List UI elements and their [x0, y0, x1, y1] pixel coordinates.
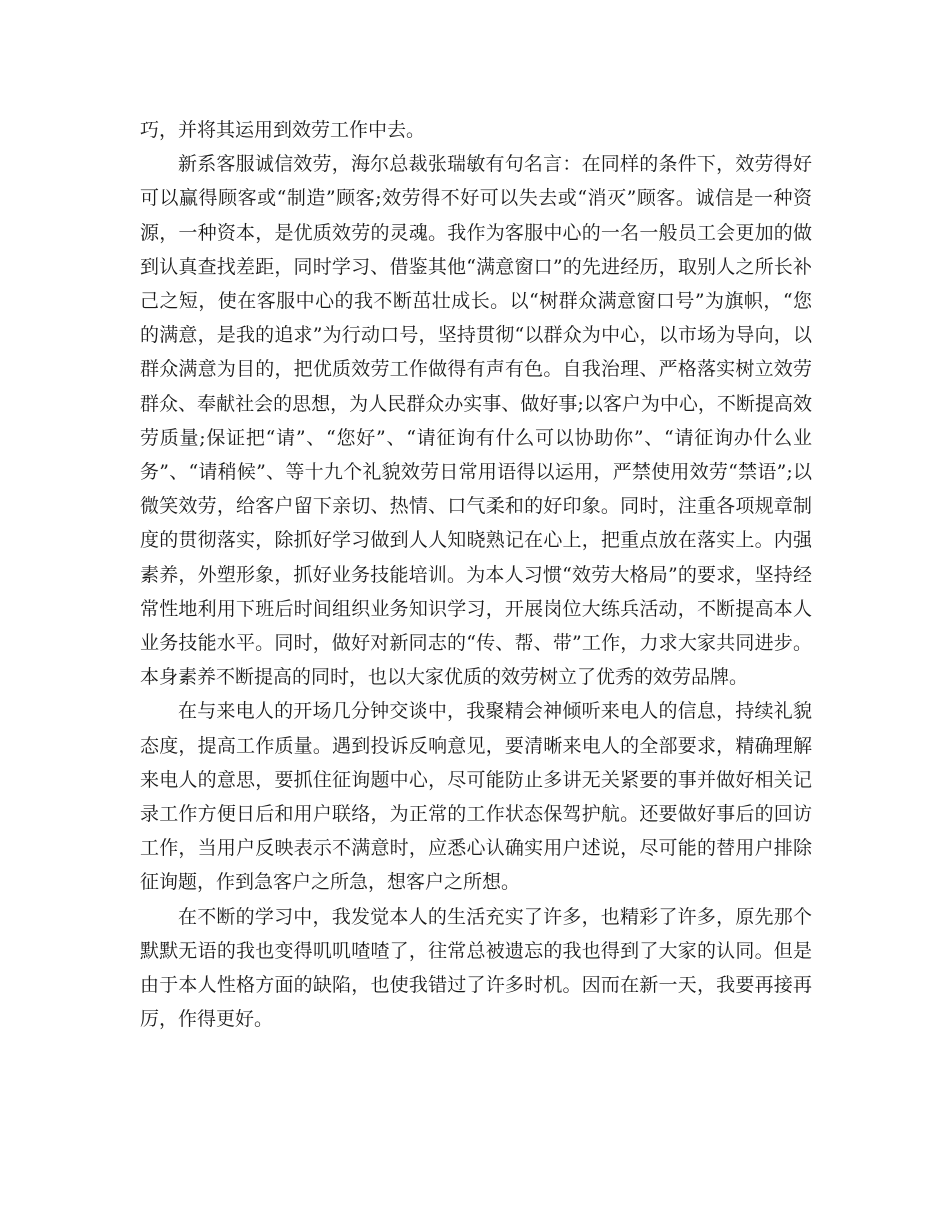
paragraph-learning-reflection: 在不断的学习中，我发觉本人的生活充实了许多，也精彩了许多，原先那个默默无语的我也变得叽叽喳喳了，往常总被遗忘的我也得到了大家的认同。但是由于本人性格方面的缺陷，也使我错过了许多时机。因而在新一天，我要再接再厉，作得更好。 [140, 905, 812, 1031]
paragraph-service-integrity: 新系客服诚信效劳，海尔总裁张瑞敏有句名言：在同样的条件下，效劳得好可以赢得顾客或“制造”顾客;效劳得不好可以失去或“消灭”顾客。诚信是一种资源，一种资本，是优质效劳的灵魂。我作为客服中心的一名一般员工会更加的做到认真查找差距，同时学习、借鉴其他“满意窗口”的先进经历，取别人之所长补己之短，使在客服中心的我不断茁壮成长。以“树群众满意窗口号”为旗帜，“您的满意，是我的追求”为行动口号，坚持贯彻“以群众为中心，以市场为导向，以群众满意为目的，把优质效劳工作做得有声有色。自我治理、严格落实树立效劳群众、奉献社会的思想，为人民群众办实事、做好事;以客户为中心，不断提高效劳质量;保证把“请”、“您好”、“请征询有什么可以协助你”、“请征询办什么业务”、“请稍候”、等十九个礼貌效劳日常用语得以运用，严禁使用效劳“禁语”;以微笑效劳，给客户留下亲切、热情、口气柔和的好印象。同时，注重各项规章制度的贯彻落实，除抓好学习做到人人知晓熟记在心上，把重点放在落实上。内强素养，外塑形象，抓好业务技能培训。为本人习惯“效劳大格局”的要求，坚持经常性地利用下班后时间组织业务知识学习，开展岗位大练兵活动，不断提高本人业务技能水平。同时，做好对新同志的“传、帮、带”工作，力求大家共同进步。本身素养不断提高的同时，也以大家优质的效劳树立了优秀的效劳品牌。 [140, 153, 812, 689]
paragraph-caller-conversation: 在与来电人的开场几分钟交谈中，我聚精会神倾听来电人的信息，持续礼貌态度，提高工作质量。遇到投诉反响意见，要清晰来电人的全部要求，精确理解来电人的意思，要抓住征询题中心，尽可能防止多讲无关紧要的事并做好相关记录工作方便日后和用户联络，为正常的工作状态保驾护航。还要做好事后的回访工作，当用户反映表示不满意时，应悉心认确实用户述说，尽可能的替用户排除征询题，作到急客户之所急，想客户之所想。 [140, 700, 812, 894]
paragraph-continued: 巧，并将其运用到效劳工作中去。 [140, 119, 426, 141]
document-page [140, 113, 812, 1036]
